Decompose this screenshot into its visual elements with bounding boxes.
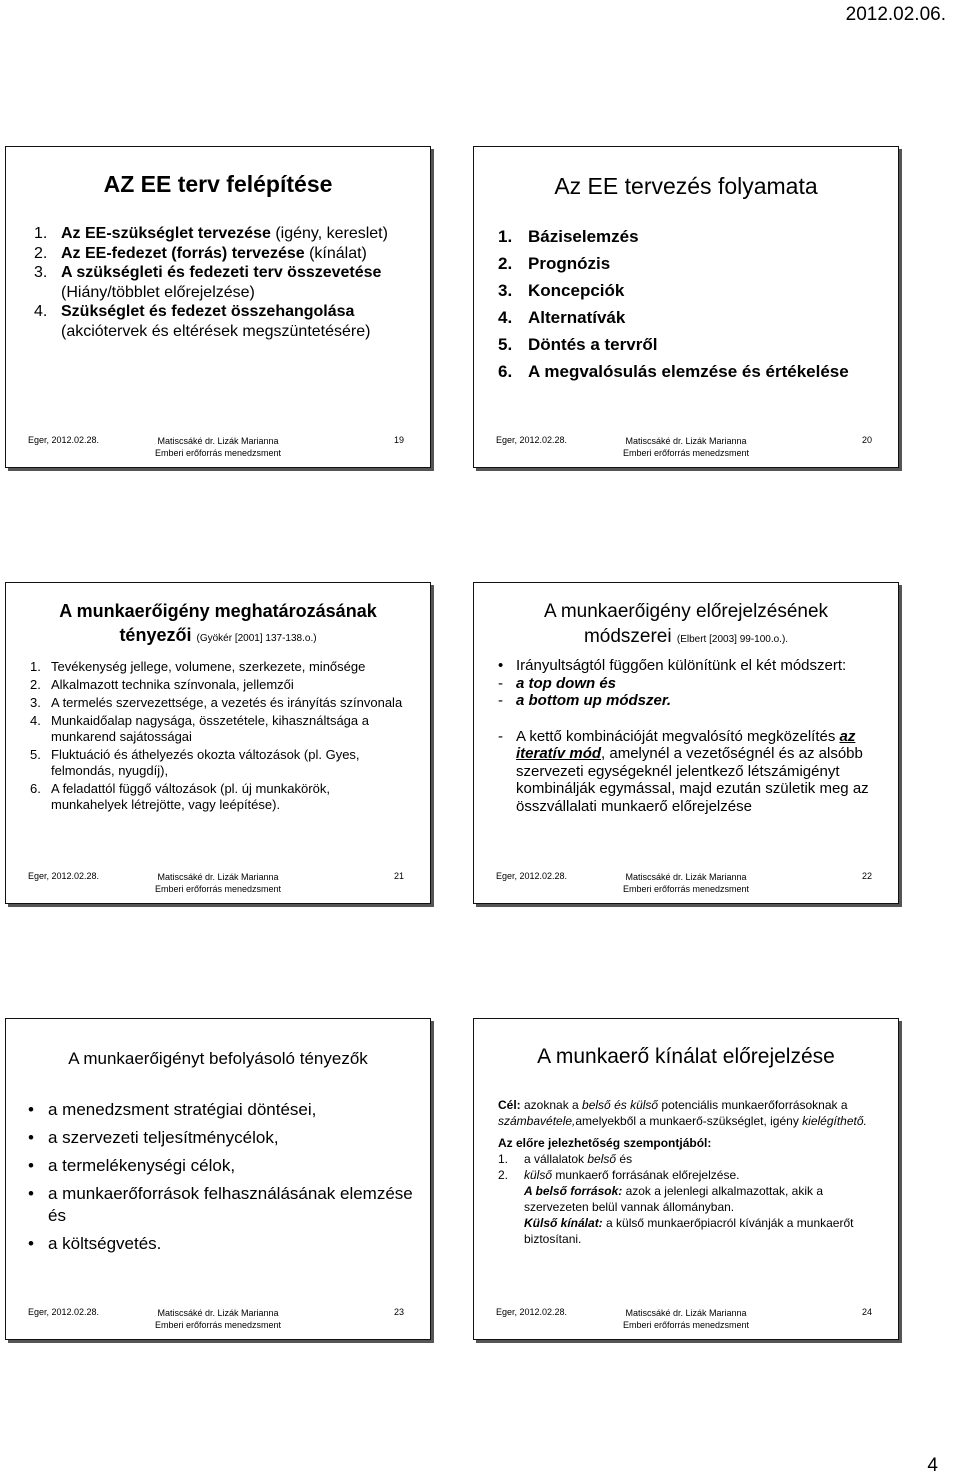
slide-footer (474, 871, 898, 895)
list-item: 3. A szükségleti és fedezeti terv összevetése (Hiány/többlet előrejelzése) (34, 264, 382, 301)
dash-icon: - (498, 692, 503, 709)
list-item: • a költségvetés. (28, 1234, 162, 1253)
footer-author: Matiscsáké dr. Lizák Marianna (157, 436, 279, 446)
bullet-icon: • (28, 1156, 34, 1175)
list-item: 5. Döntés a tervről (498, 335, 658, 354)
list-item: 1. a vállalatok belső és (498, 1152, 633, 1166)
list-item: 3. Koncepciók (498, 281, 625, 300)
slide-footer (474, 435, 898, 459)
bullet-icon: • (28, 1100, 34, 1119)
list-item: 1. Az EE-szükséglet tervezése (igény, kereslet) (34, 225, 388, 242)
page-number: 4 (927, 1455, 938, 1476)
slide-22 (473, 582, 899, 904)
bullet-icon: • (498, 657, 504, 674)
footer-course: Emberi erőforrás menedzsment (622, 1320, 750, 1330)
slide-21 (5, 582, 431, 904)
slide-number: 20 (861, 435, 872, 445)
footer-course: Emberi erőforrás menedzsment (622, 884, 750, 894)
slide-number: 22 (861, 871, 872, 881)
planning-process-list (498, 225, 878, 387)
bullet-icon: • (28, 1234, 34, 1253)
title-reference: (Elbert [2003] 99-100.o.). (676, 634, 789, 645)
footer-course: Emberi erőforrás menedzsment (154, 1320, 282, 1330)
footer-place: Eger, 2012.02.28. (496, 435, 568, 445)
slide-body (498, 657, 874, 815)
footer-place: Eger, 2012.02.28. (496, 871, 568, 881)
slide-footer (474, 1307, 898, 1331)
dash-icon: - (498, 674, 503, 692)
list-item: 4. Szükséglet és fedezet összehangolása (akciótervek és eltérések megszüntetésére) (34, 303, 371, 340)
influencing-factors-list (28, 1099, 414, 1261)
bullet-icon: • (28, 1184, 34, 1203)
external-supply: Külső kínálat: a külső munkaerőpiacról kívánják a munkaerőt biztosítani. (524, 1216, 854, 1246)
footer-author: Matiscsáké dr. Lizák Marianna (625, 872, 747, 882)
slide-title: A munkaerő kínálat előrejelzése (537, 1045, 835, 1068)
internal-sources: A belső források: azok a jelenlegi alkalmazottak, akik a szervezeten belül vannak állományban. (524, 1184, 824, 1214)
list-item: 2. Az EE-fedezet (forrás) tervezése (kínálat) (34, 244, 367, 262)
slide-19 (5, 146, 431, 468)
footer-course: Emberi erőforrás menedzsment (154, 448, 282, 458)
list-item: 6. A feladattól függő változások (pl. új munkakörök, munkahelyek létrejötte, vagy leépítése). (30, 781, 330, 812)
title-reference: (Gyökér [2001] 137-138.o.) (196, 633, 317, 644)
slide-title: Az EE tervezés folyamata (554, 173, 818, 199)
bullet-icon: • (28, 1128, 34, 1147)
footer-author: Matiscsáké dr. Lizák Marianna (625, 1308, 747, 1318)
list-item: 6. A megvalósulás elemzése és értékelése (498, 362, 849, 381)
list-item: 3. A termelés szervezettsége, a vezetés és irányítás színvonala (30, 695, 403, 710)
list-item: 4. Munkaidőalap nagysága, összetétele, kihasználtsága a munkarend sajátosságai (30, 713, 369, 744)
demand-factors-list (30, 659, 406, 815)
list-item: 2. Alkalmazott technika színvonala, jellemzői (30, 677, 294, 692)
goal-paragraph: Cél: azoknak a belső és külső potenciális munkaerőforrásoknak a számbavétele,amelyekből a munkaerő-szükséglet, igény kielégíthető. (498, 1098, 867, 1128)
slide-title: AZ EE terv felépítése (103, 171, 333, 197)
list-item: 4. Alternatívák (498, 308, 626, 327)
dash-item: - a bottom up módszer. (498, 692, 672, 709)
footer-course: Emberi erőforrás menedzsment (622, 448, 750, 458)
list-item: • a szervezeti teljesítménycélok, (28, 1128, 279, 1147)
footer-place: Eger, 2012.02.28. (496, 1307, 568, 1317)
list-item: 1. Báziselemzés (498, 227, 639, 246)
list-item: • a termelékenységi célok, (28, 1156, 236, 1175)
page-date: 2012.02.06. (845, 4, 946, 25)
list-item: 1. Tevékenység jellege, volumene, szerkezete, minősége (30, 659, 366, 674)
slide-footer (6, 871, 430, 895)
dash-item: - a top down és (498, 674, 617, 692)
slide-number: 24 (861, 1307, 872, 1317)
slide-title: A munkaerőigény meghatározásának tényezői (Gyökér [2001] 137-138.o.) (59, 601, 377, 645)
footer-author: Matiscsáké dr. Lizák Marianna (157, 872, 279, 882)
slide-footer (6, 1307, 430, 1331)
dash-item: - A kettő kombinációját megvalósító megközelítés az iteratív mód, amelynél a vezetőségnél és az alsóbb szervezeti egységeknél jelentkező létszámigényt kombinálják egymással, majd ezután születik meg az összvállalati munkaerő előrejelzése (498, 727, 869, 815)
slide-body (498, 1097, 870, 1247)
slide-footer (6, 435, 430, 459)
list-item: 5. Fluktuáció és áthelyezés okozta változások (pl. Gyes, felmondás, nyugdíj), (30, 747, 360, 778)
footer-place: Eger, 2012.02.28. (28, 435, 100, 445)
list-item: 2. külső munkaerő forrásának előrejelzése. (498, 1168, 740, 1182)
dash-icon: - (498, 727, 503, 745)
slide-title: A munkaerőigényt befolyásoló tényezők (68, 1049, 368, 1068)
list-item: 2. Prognózis (498, 254, 611, 273)
footer-author: Matiscsáké dr. Lizák Marianna (157, 1308, 279, 1318)
slide-23 (5, 1018, 431, 1340)
slide-24 (473, 1018, 899, 1340)
footer-course: Emberi erőforrás menedzsment (154, 884, 282, 894)
list-item: • a menedzsment stratégiai döntései, (28, 1100, 317, 1119)
list-item: • a munkaerőforrások felhasználásának elemzése és (28, 1184, 413, 1225)
footer-author: Matiscsáké dr. Lizák Marianna (625, 436, 747, 446)
plan-structure-list (34, 224, 416, 341)
slide-number: 21 (393, 871, 404, 881)
footer-place: Eger, 2012.02.28. (28, 871, 100, 881)
slide-number: 19 (393, 435, 404, 445)
viewpoint-heading: Az előre jelezhetőség szempontjából: (498, 1136, 712, 1150)
bullet-item: • Irányultságtól függően különítünk el két módszert: (498, 657, 847, 674)
slide-number: 23 (393, 1307, 404, 1317)
footer-place: Eger, 2012.02.28. (28, 1307, 100, 1317)
slide-20 (473, 146, 899, 468)
slide-title: A munkaerőigény előrejelzésének módszerei (Elbert [2003] 99-100.o.). (543, 601, 829, 647)
